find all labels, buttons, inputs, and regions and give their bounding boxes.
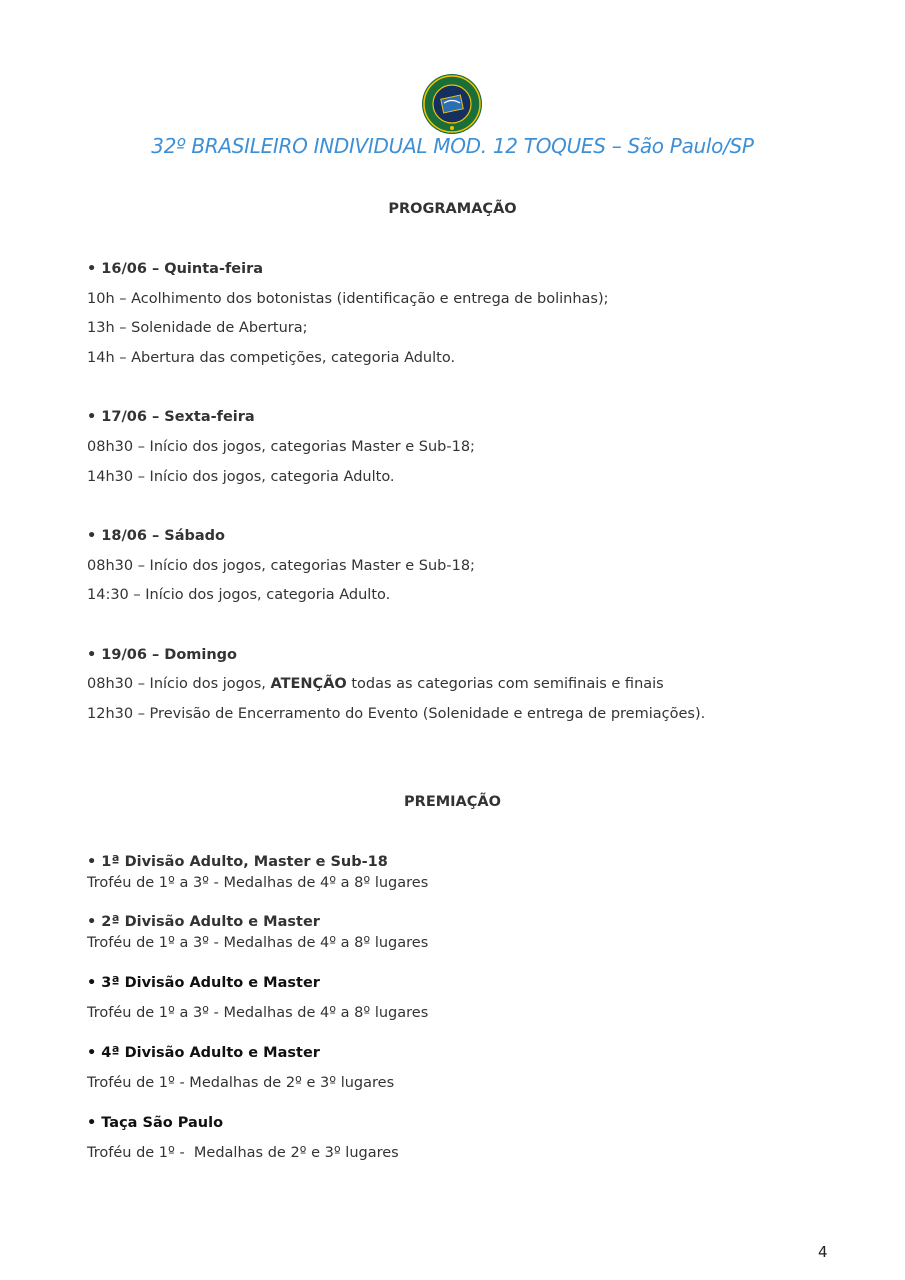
schedule-item: 13h – Solenidade de Abertura; [87,320,308,336]
award-heading: • 1ª Divisão Adulto, Master e Sub-18 [87,854,388,870]
bullet-icon: • [87,1115,97,1131]
bullet-icon: • [87,854,97,870]
schedule-item: 14:30 – Início dos jogos, categoria Adulto. [87,587,391,603]
bullet-icon: • [87,1045,97,1061]
award-detail: Troféu de 1º a 3º - Medalhas de 4º a 8º lugares [87,875,429,891]
bullet-icon: • [87,975,97,991]
award-detail: Troféu de 1º - Medalhas de 2º e 3º lugares [87,1075,395,1091]
attention-label: ATENÇÃO [270,676,347,692]
bullet-icon: • [87,261,97,277]
schedule-item: 14h – Abertura das competições, categoria Adulto. [87,350,456,366]
day-heading: • 17/06 – Sexta-feira [87,409,255,425]
award-detail: Troféu de 1º a 3º - Medalhas de 4º a 8º lugares [87,935,429,951]
schedule-item: 14h30 – Início dos jogos, categoria Adulto. [87,469,395,485]
day-heading: • 19/06 – Domingo [87,647,238,663]
schedule-item: 08h30 – Início dos jogos, categorias Master e Sub-18; [87,439,475,455]
schedule-item: 08h30 – Início dos jogos, ATENÇÃO todas as categorias com semifinais e finais [87,676,664,692]
award-heading: • 3ª Divisão Adulto e Master [87,975,320,991]
confederation-logo [421,73,483,135]
award-heading: • 2ª Divisão Adulto e Master [87,914,320,930]
document-title: 32º BRASILEIRO INDIVIDUAL MOD. 12 TOQUES – São Paulo/SP [151,134,754,158]
schedule-item: 10h – Acolhimento dos botonistas (identificação e entrega de bolinhas); [87,291,609,307]
award-heading: • 4ª Divisão Adulto e Master [87,1045,320,1061]
programacao-heading: PROGRAMAÇÃO [388,201,517,217]
bullet-icon: • [87,409,97,425]
award-detail: Troféu de 1º - Medalhas de 2º e 3º lugares [87,1145,399,1161]
premiacao-heading: PREMIAÇÃO [404,794,501,810]
bullet-icon: • [87,528,97,544]
schedule-item: 08h30 – Início dos jogos, categorias Master e Sub-18; [87,558,475,574]
bullet-icon: • [87,647,97,663]
schedule-item: 12h30 – Previsão de Encerramento do Evento (Solenidade e entrega de premiações). [87,706,706,722]
bullet-icon: • [87,914,97,930]
page-number: 4 [818,1243,828,1261]
award-detail: Troféu de 1º a 3º - Medalhas de 4º a 8º lugares [87,1005,429,1021]
day-heading: • 18/06 – Sábado [87,528,226,544]
award-heading: • Taça São Paulo [87,1115,224,1131]
day-heading: • 16/06 – Quinta-feira [87,261,264,277]
